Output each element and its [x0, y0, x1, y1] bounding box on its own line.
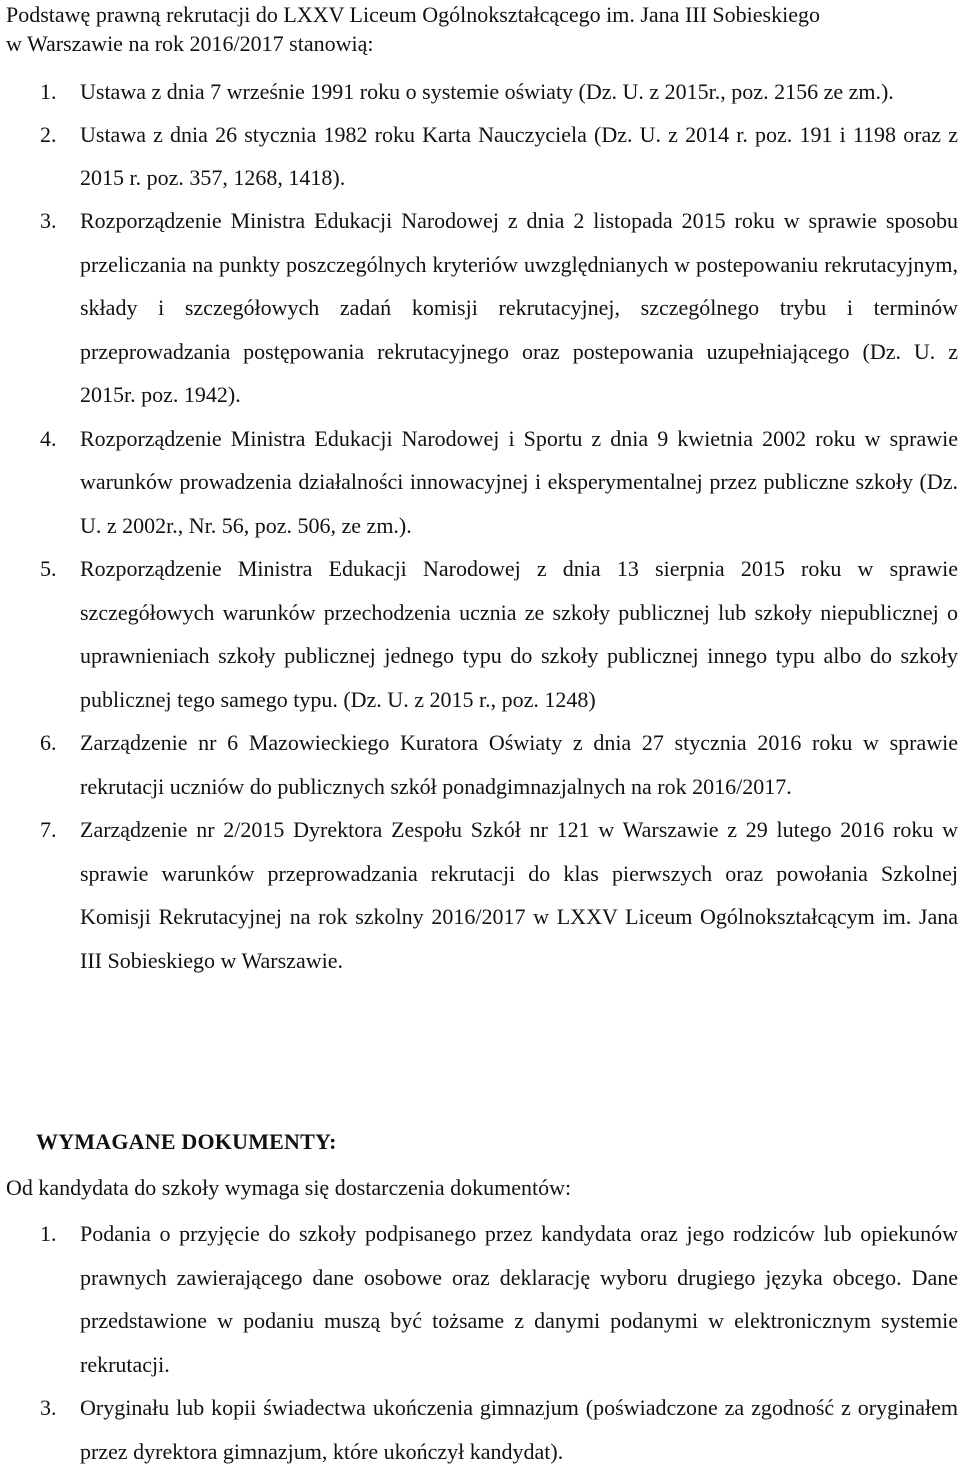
list-item-number: 3. [40, 208, 57, 233]
intro-line-1: Podstawę prawną rekrutacji do LXXV Liceum Ogólnokształcącego im. Jana III Sobieskiego [6, 2, 820, 27]
list-item-number: 3. [40, 1395, 57, 1420]
list-item-number: 6. [40, 730, 57, 755]
list-item-number: 1. [40, 79, 57, 104]
list-item-number: 1. [40, 1221, 57, 1246]
document-item [6, 1212, 958, 1386]
list-item-text: Ustawa z dnia 7 wrześnie 1991 roku o systemie oświaty (Dz. U. z 2015r., poz. 2156 ze zm.). [80, 79, 894, 104]
legal-basis-item [6, 113, 958, 199]
list-item-number: 5. [40, 556, 57, 581]
list-item-text: Zarządzenie nr 6 Mazowieckiego Kuratora Oświaty z dnia 27 stycznia 2016 roku w sprawie rekrutacji uczniów do publicznych szkół ponadgimnazjalnych na rok 2016/2017. [80, 730, 958, 799]
legal-basis-item [6, 547, 958, 721]
required-documents-heading: WYMAGANE DOKUMENTY: [36, 1129, 337, 1154]
intro-paragraph [6, 0, 958, 58]
document-item [6, 1386, 958, 1473]
list-item-text: Podania o przyjęcie do szkoły podpisanego przez kandydata oraz jego rodziców lub opiekunów prawnych zawierającego dane osobowe oraz deklarację wyboru drugiego języka obcego. Dane przedstawione w podaniu muszą być tożsame z danymi podanymi w elektronicznym systemie rekrutacji. [80, 1221, 958, 1377]
legal-basis-list [6, 70, 958, 982]
list-item-text: Ustawa z dnia 26 stycznia 1982 roku Karta Nauczyciela (Dz. U. z 2014 r. poz. 191 i 1198 oraz z 2015 r. poz. 357, 1268, 1418). [80, 122, 958, 190]
list-item-text: Rozporządzenie Ministra Edukacji Narodowej z dnia 2 listopada 2015 roku w sprawie sposobu przeliczania na punkty poszczególnych kryteriów uwzględnianych w postepowaniu rekrutacyjnym, składy i szczegółowych zadań komisji rekrutacyjnej, szczególnego trybu i terminów przeprowadzania postępowania rekrutacyjnego oraz postepowania uzupełniającego (Dz. U. z 2015r. poz. 1942). [80, 208, 958, 407]
list-item-text: Rozporządzenie Ministra Edukacji Narodowej i Sportu z dnia 9 kwietnia 2002 roku w sprawie warunków prowadzenia działalności innowacyjnej i eksperymentalnej przez publiczne szkoły (Dz. U. z 2002r., Nr. 56, poz. 506, ze zm.). [80, 425, 958, 538]
list-item-number: 7. [40, 817, 57, 842]
required-documents-intro: Od kandydata do szkoły wymaga się dostarczenia dokumentów: [6, 1175, 572, 1200]
list-item-text: Zarządzenie nr 2/2015 Dyrektora Zespołu Szkół nr 121 w Warszawie z 29 lutego 2016 roku w sprawie warunków przeprowadzania rekrutacji do klas pierwszych oraz powołania Szkolnej Komisji Rekrutacyjnej na rok szkolny 2016/2017 w LXXV Liceum Ogólnokształcącym im. Jana III Sobieskiego w Warszawie. [80, 817, 958, 973]
legal-basis-item [6, 808, 958, 982]
required-documents-list [6, 1212, 958, 1473]
list-item-number: 4. [40, 425, 57, 451]
legal-basis-item [6, 199, 958, 417]
legal-basis-item [6, 721, 958, 808]
list-item-text: Oryginału lub kopii świadectwa ukończenia gimnazjum (poświadczone za zgodność z oryginałem przez dyrektora gimnazjum, które ukończył kandydat). [80, 1395, 958, 1464]
list-item-text: Rozporządzenie Ministra Edukacji Narodowej z dnia 13 sierpnia 2015 roku w sprawie szczegółowych warunków przechodzenia ucznia ze szkoły publicznej lub szkoły niepublicznej o uprawnieniach szkoły publicznej jednego typu do szkoły publicznej innego typu albo do szkoły publicznej tego samego typu. (Dz. U. z 2015 r., poz. 1248) [80, 556, 958, 712]
document-page [6, 0, 958, 982]
list-item-number: 2. [40, 122, 57, 147]
intro-line-2: w Warszawie na rok 2016/2017 stanowią: [6, 31, 374, 56]
legal-basis-item [6, 417, 958, 548]
legal-basis-item [6, 70, 958, 113]
